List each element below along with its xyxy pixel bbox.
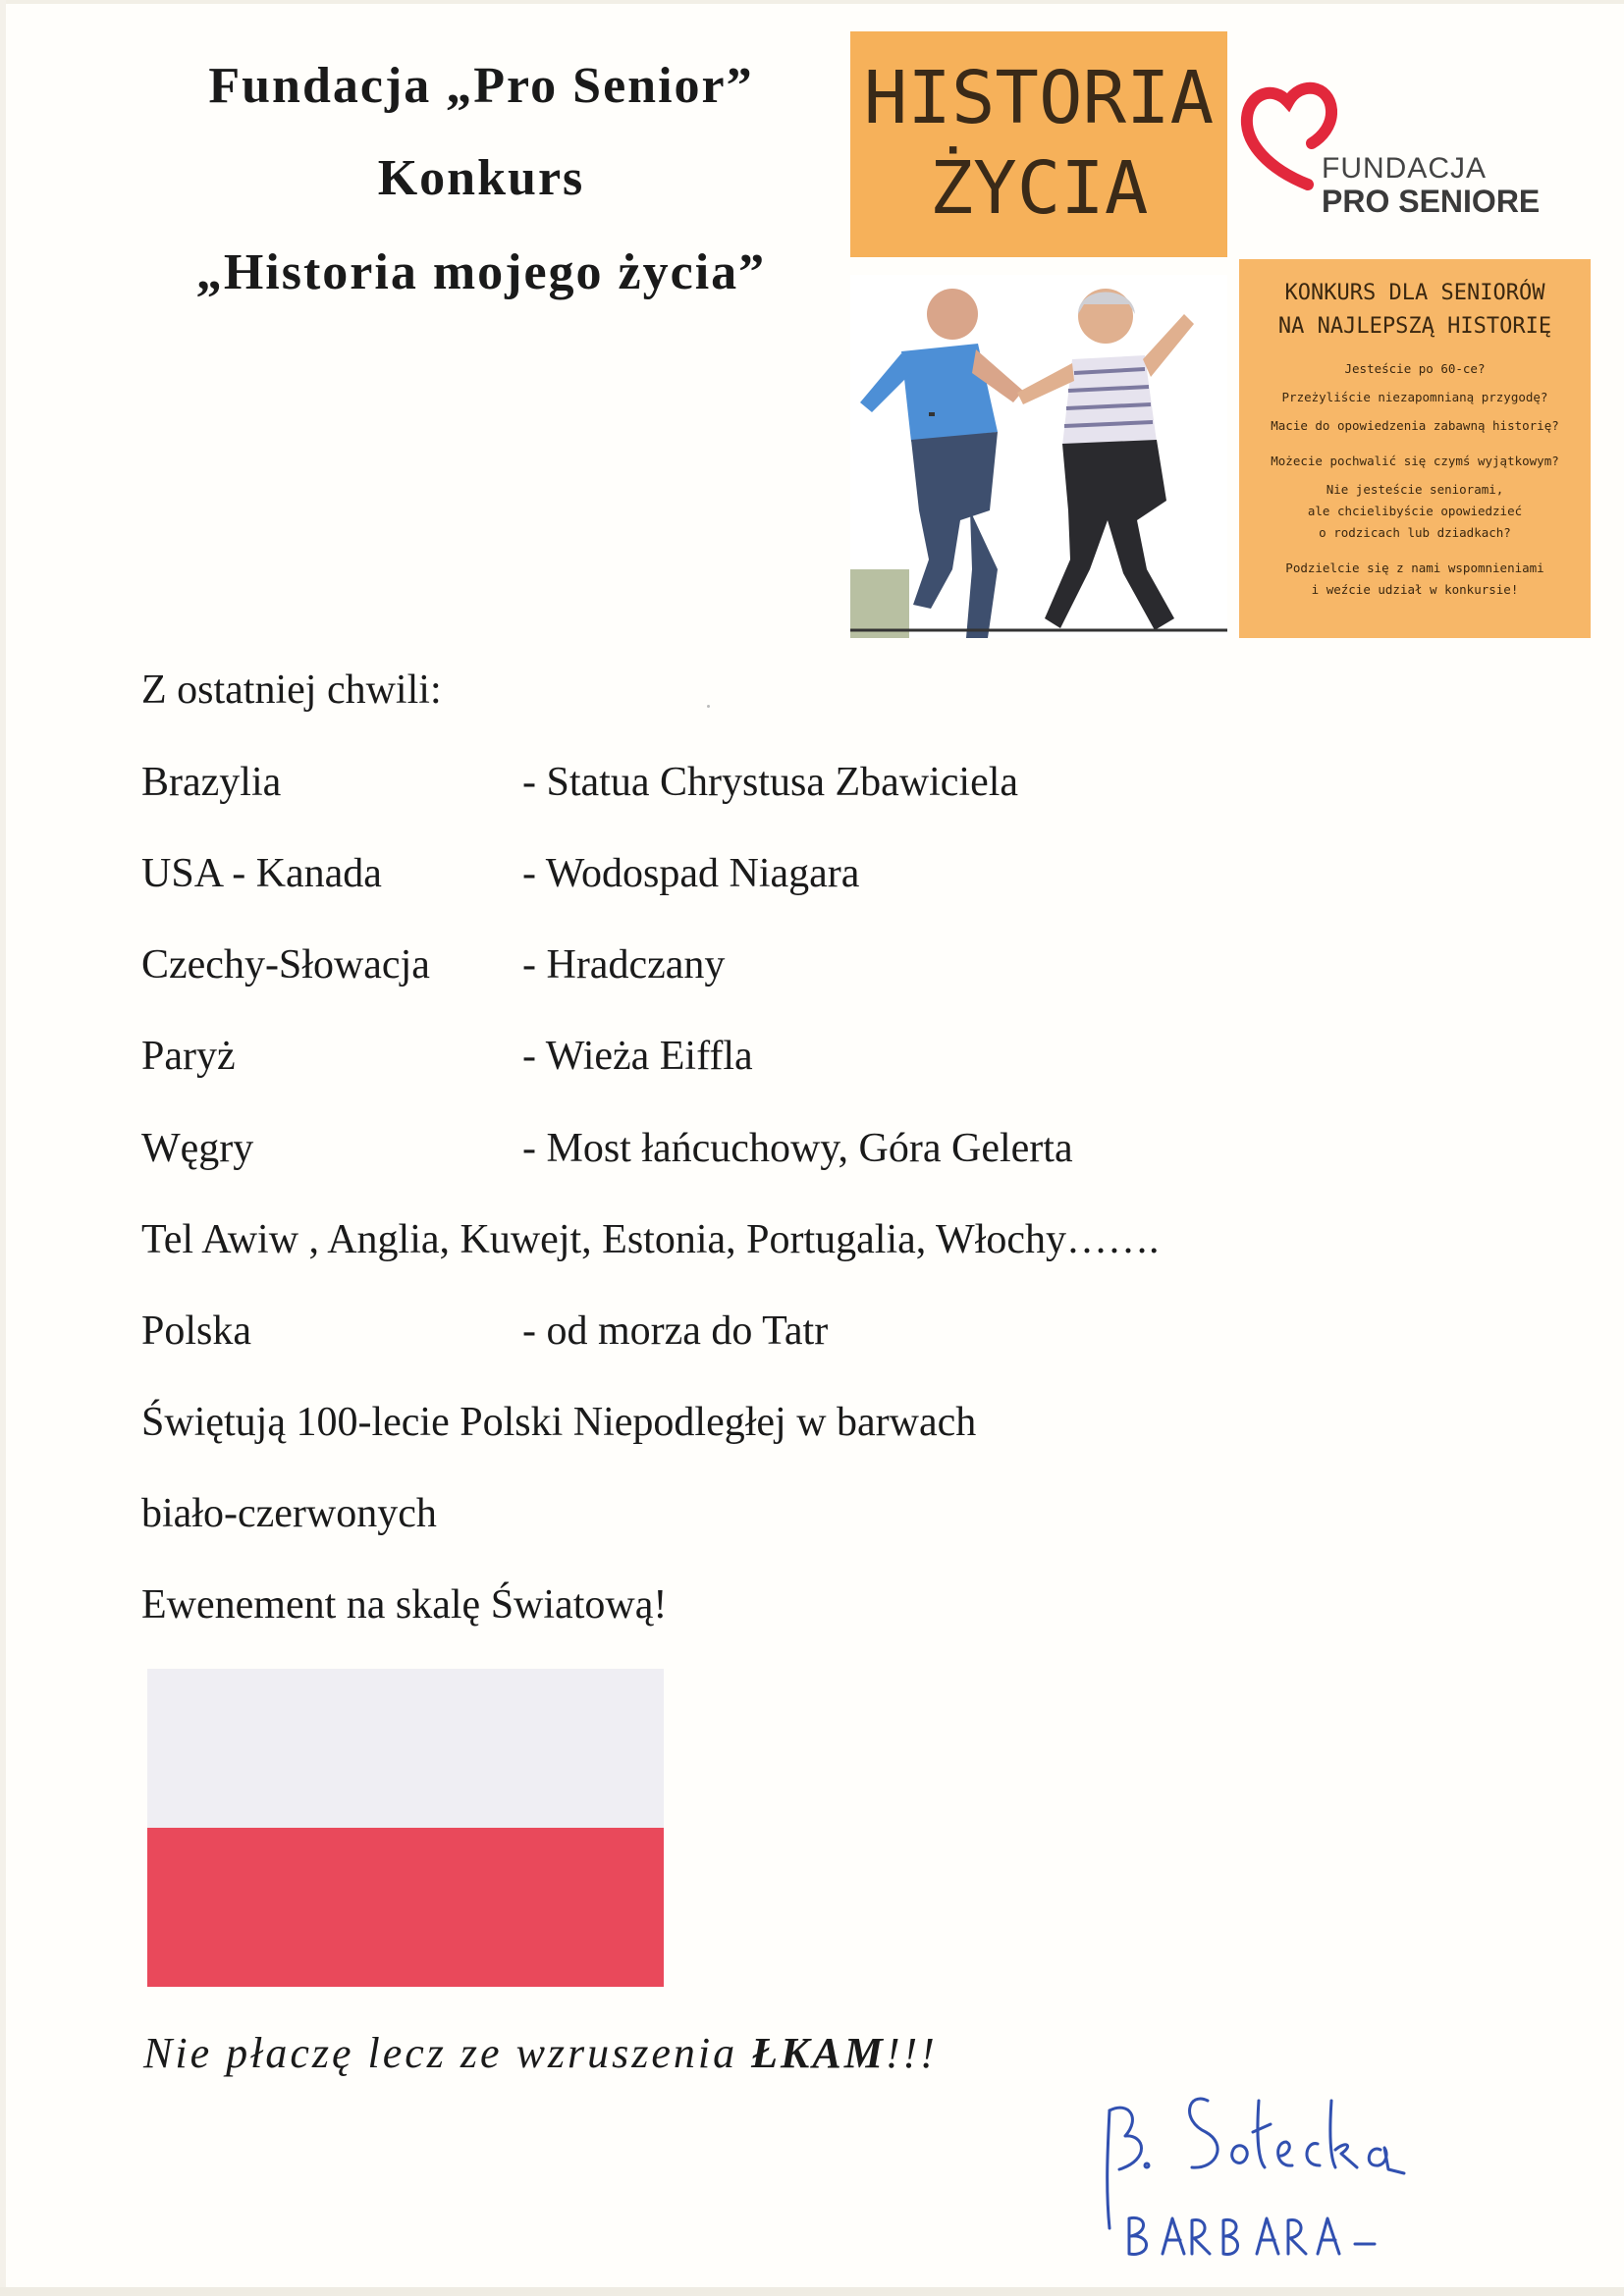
closing-prefix: Nie płaczę lecz ze wzruszenia [143,2029,752,2077]
sight-name: - Statua Chrystusa Zbawiciela [522,760,1019,805]
document-heading [98,54,864,305]
dancing-seniors-illustration [850,275,1227,638]
celebration-line: Świętują 100-lecie Polski Niepodległej w barwach [141,1400,977,1445]
handwritten-signature [1090,2071,1502,2268]
sight-name: - Wodospad Niagara [522,851,860,896]
sight-name: - Wieża Eiffla [522,1034,753,1079]
polish-flag-red-band [147,1828,664,1987]
scan-edge [0,0,1624,4]
panel-question: Macie do opowiedzenia zabawną historię? [1271,418,1559,433]
closing-line [143,2027,938,2080]
panel-call-to-action: Podzielcie się z nami wspomnieniami [1285,561,1544,575]
panel-question: Przeżyliście niezapomnianą przygodę? [1281,390,1548,404]
place-name: Węgry [141,1126,254,1171]
contest-poster [850,31,1593,638]
panel-question: Jesteście po 60-ce? [1344,361,1486,376]
poster-title-box [850,31,1227,257]
closing-emphasis: ŁKAM [751,2029,886,2077]
poster-title-line2: ŻYCIA [929,146,1149,231]
logo-line2: PRO SENIORE [1322,184,1541,219]
logo-line1: FUNDACJA [1322,152,1488,185]
panel-question: Możecie pochwalić się czymś wyjątkowym? [1271,454,1559,468]
contest-label: Konkurs [377,150,585,206]
panel-heading-line1: KONKURS DLA SENIORÓW [1284,281,1545,305]
panel-question: o rodzicach lub dziadkach? [1319,525,1511,540]
dancing-seniors-photo [850,275,1227,638]
scan-speck [707,705,710,708]
sight-name: - Most łańcuchowy, Góra Gelerta [522,1126,1073,1171]
panel-call-to-action: i weźcie udział w konkursie! [1311,582,1519,597]
celebration-line: biało-czerwonych [141,1491,437,1536]
place-name: USA - Kanada [141,851,382,896]
place-name: Paryż [141,1034,236,1079]
polish-flag-white-band [147,1669,664,1828]
scan-edge [0,2287,1624,2296]
scan-edge [0,0,6,2296]
panel-heading-line2: NA NAJLEPSZĄ HISTORIĘ [1277,314,1552,339]
intro-line: Z ostatniej chwili: [141,667,442,713]
poster-title-line1: HISTORIA [863,56,1215,140]
contest-title: „Historia mojego życia” [195,244,767,300]
place-name: Polska [141,1308,252,1354]
sight-name: - Hradczany [522,942,726,988]
closing-suffix: !!! [885,2029,938,2077]
place-name: Brazylia [141,760,282,805]
foundation-logo [1239,75,1593,222]
event-line: Ewenement na skalę Światową! [141,1582,668,1628]
foundation-name: Fundacja „Pro Senior” [208,58,754,114]
countries-line: Tel Awiw , Anglia, Kuwejt, Estonia, Portugalia, Włochy……. [141,1217,1160,1262]
panel-question: ale chcielibyście opowiedzieć [1307,504,1523,518]
sight-name: - od morza do Tatr [522,1308,829,1354]
panel-question: Nie jesteście seniorami, [1326,482,1504,497]
place-name: Czechy-Słowacja [141,942,430,988]
contest-info-panel [1239,259,1591,638]
